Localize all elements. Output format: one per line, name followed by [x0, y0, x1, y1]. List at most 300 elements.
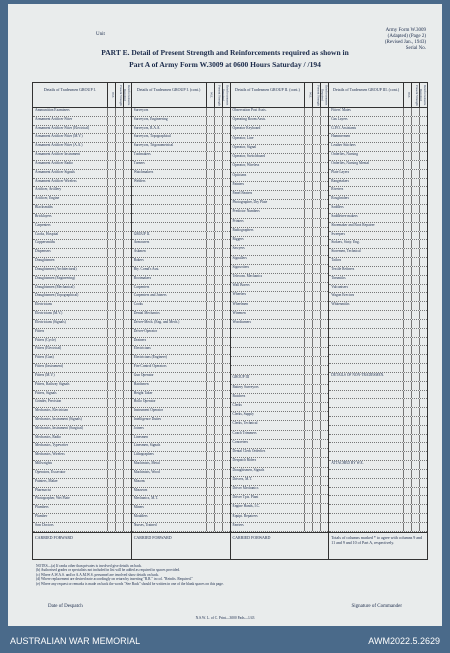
entry-cell[interactable] [403, 258, 411, 266]
entry-cell[interactable] [419, 470, 427, 478]
entry-cell[interactable] [304, 292, 312, 300]
entry-cell[interactable] [214, 170, 222, 178]
entry-cell[interactable] [419, 134, 427, 142]
entry-cell[interactable] [107, 470, 115, 478]
entry-cell[interactable] [320, 375, 328, 383]
entry-cell[interactable] [107, 205, 115, 213]
entry-cell[interactable] [403, 311, 411, 319]
entry-cell[interactable] [411, 382, 419, 390]
entry-cell[interactable] [206, 391, 214, 399]
entry-cell[interactable] [214, 496, 222, 504]
entry-cell[interactable] [115, 117, 123, 125]
entry-cell[interactable] [107, 523, 115, 531]
entry-cell[interactable] [107, 293, 115, 301]
entry-cell[interactable] [214, 108, 222, 116]
entry-cell[interactable] [222, 126, 230, 134]
entry-cell[interactable] [304, 486, 312, 494]
entry-cell[interactable] [304, 237, 312, 245]
entry-cell[interactable] [403, 496, 411, 504]
entry-cell[interactable] [304, 385, 312, 393]
entry-cell[interactable] [320, 311, 328, 319]
entry-cell[interactable] [411, 293, 419, 301]
entry-cell[interactable] [419, 187, 427, 195]
entry-cell[interactable] [312, 219, 320, 227]
entry-cell[interactable] [222, 373, 230, 381]
entry-cell[interactable] [320, 477, 328, 485]
entry-cell[interactable] [214, 223, 222, 231]
entry-cell[interactable] [123, 134, 131, 142]
entry-cell[interactable] [206, 320, 214, 328]
entry-cell[interactable] [320, 366, 328, 374]
entry-cell[interactable] [206, 364, 214, 372]
entry-cell[interactable] [123, 143, 131, 151]
entry-cell[interactable] [123, 329, 131, 337]
entry-cell[interactable] [320, 394, 328, 402]
entry-cell[interactable] [123, 293, 131, 301]
entry-cell[interactable] [419, 408, 427, 416]
entry-cell[interactable] [123, 152, 131, 160]
entry-cell[interactable] [312, 412, 320, 420]
entry-cell[interactable] [419, 479, 427, 487]
entry-cell[interactable] [304, 320, 312, 328]
entry-cell[interactable] [222, 488, 230, 496]
entry-cell[interactable] [411, 311, 419, 319]
entry-cell[interactable] [123, 196, 131, 204]
entry-cell[interactable] [312, 292, 320, 300]
entry-cell[interactable] [115, 205, 123, 213]
entry-cell[interactable] [206, 108, 214, 116]
entry-cell[interactable] [320, 283, 328, 291]
entry-cell[interactable] [320, 182, 328, 190]
entry-cell[interactable] [222, 426, 230, 434]
entry-cell[interactable] [107, 408, 115, 416]
entry-cell[interactable] [411, 514, 419, 522]
entry-cell[interactable] [214, 461, 222, 469]
entry-cell[interactable] [115, 320, 123, 328]
entry-cell[interactable] [123, 470, 131, 478]
entry-cell[interactable] [123, 373, 131, 381]
entry-cell[interactable] [403, 514, 411, 522]
entry-cell[interactable] [123, 435, 131, 443]
entry-cell[interactable] [411, 285, 419, 293]
entry-cell[interactable] [115, 276, 123, 284]
entry-cell[interactable] [411, 161, 419, 169]
entry-cell[interactable] [123, 170, 131, 178]
entry-cell[interactable] [222, 143, 230, 151]
entry-cell[interactable] [411, 320, 419, 328]
entry-cell[interactable] [206, 496, 214, 504]
entry-cell[interactable] [107, 479, 115, 487]
entry-cell[interactable] [304, 173, 312, 181]
entry-cell[interactable] [214, 338, 222, 346]
entry-cell[interactable] [206, 311, 214, 319]
entry-cell[interactable] [320, 329, 328, 337]
entry-cell[interactable] [411, 329, 419, 337]
entry-cell[interactable] [107, 514, 115, 522]
entry-cell[interactable] [320, 145, 328, 153]
entry-cell[interactable] [320, 136, 328, 144]
entry-cell[interactable] [403, 355, 411, 363]
entry-cell[interactable] [206, 443, 214, 451]
entry-cell[interactable] [107, 134, 115, 142]
entry-cell[interactable] [222, 179, 230, 187]
entry-cell[interactable] [123, 126, 131, 134]
entry-cell[interactable] [115, 391, 123, 399]
entry-cell[interactable] [419, 443, 427, 451]
entry-cell[interactable] [411, 187, 419, 195]
entry-cell[interactable] [115, 514, 123, 522]
entry-cell[interactable] [403, 373, 411, 381]
entry-cell[interactable] [115, 152, 123, 160]
entry-cell[interactable] [107, 117, 115, 125]
entry-cell[interactable] [214, 364, 222, 372]
entry-cell[interactable] [115, 258, 123, 266]
entry-cell[interactable] [222, 276, 230, 284]
entry-cell[interactable] [222, 196, 230, 204]
entry-cell[interactable] [115, 523, 123, 531]
entry-cell[interactable] [123, 240, 131, 248]
entry-cell[interactable] [214, 240, 222, 248]
entry-cell[interactable] [115, 223, 123, 231]
entry-cell[interactable] [320, 523, 328, 531]
entry-cell[interactable] [312, 357, 320, 365]
entry-cell[interactable] [214, 117, 222, 125]
entry-cell[interactable] [206, 196, 214, 204]
entry-cell[interactable] [123, 320, 131, 328]
entry-cell[interactable] [107, 496, 115, 504]
entry-cell[interactable] [403, 461, 411, 469]
entry-cell[interactable] [304, 136, 312, 144]
entry-cell[interactable] [222, 346, 230, 354]
entry-cell[interactable] [403, 320, 411, 328]
entry-cell[interactable] [419, 452, 427, 460]
entry-cell[interactable] [419, 523, 427, 531]
entry-cell[interactable] [107, 240, 115, 248]
entry-cell[interactable] [115, 355, 123, 363]
entry-cell[interactable] [206, 117, 214, 125]
entry-cell[interactable] [214, 373, 222, 381]
entry-cell[interactable] [403, 205, 411, 213]
entry-cell[interactable] [320, 320, 328, 328]
entry-cell[interactable] [206, 470, 214, 478]
entry-cell[interactable] [206, 285, 214, 293]
entry-cell[interactable] [403, 196, 411, 204]
entry-cell[interactable] [419, 514, 427, 522]
entry-cell[interactable] [206, 293, 214, 301]
entry-cell[interactable] [320, 200, 328, 208]
entry-cell[interactable] [206, 435, 214, 443]
entry-cell[interactable] [419, 329, 427, 337]
entry-cell[interactable] [419, 364, 427, 372]
entry-cell[interactable] [222, 364, 230, 372]
entry-cell[interactable] [320, 449, 328, 457]
entry-cell[interactable] [419, 293, 427, 301]
entry-cell[interactable] [214, 523, 222, 531]
entry-cell[interactable] [115, 452, 123, 460]
entry-cell[interactable] [123, 426, 131, 434]
entry-cell[interactable] [312, 145, 320, 153]
entry-cell[interactable] [304, 504, 312, 512]
entry-cell[interactable] [411, 496, 419, 504]
entry-cell[interactable] [411, 108, 419, 116]
entry-cell[interactable] [206, 179, 214, 187]
entry-cell[interactable] [206, 223, 214, 231]
entry-cell[interactable] [304, 311, 312, 319]
entry-cell[interactable] [115, 249, 123, 257]
entry-cell[interactable] [214, 205, 222, 213]
entry-cell[interactable] [419, 258, 427, 266]
entry-cell[interactable] [206, 267, 214, 275]
entry-cell[interactable] [214, 214, 222, 222]
entry-cell[interactable] [411, 443, 419, 451]
entry-cell[interactable] [206, 338, 214, 346]
entry-cell[interactable] [107, 258, 115, 266]
entry-cell[interactable] [222, 117, 230, 125]
entry-cell[interactable] [222, 134, 230, 142]
entry-cell[interactable] [403, 479, 411, 487]
entry-cell[interactable] [115, 143, 123, 151]
entry-cell[interactable] [222, 417, 230, 425]
entry-cell[interactable] [123, 523, 131, 531]
entry-cell[interactable] [419, 223, 427, 231]
entry-cell[interactable] [403, 108, 411, 116]
entry-cell[interactable] [403, 399, 411, 407]
entry-cell[interactable] [312, 154, 320, 162]
entry-cell[interactable] [115, 285, 123, 293]
entry-cell[interactable] [419, 346, 427, 354]
entry-cell[interactable] [312, 514, 320, 522]
entry-cell[interactable] [214, 452, 222, 460]
entry-cell[interactable] [320, 403, 328, 411]
entry-cell[interactable] [411, 399, 419, 407]
entry-cell[interactable] [123, 232, 131, 240]
entry-cell[interactable] [222, 240, 230, 248]
entry-cell[interactable] [123, 364, 131, 372]
entry-cell[interactable] [403, 240, 411, 248]
entry-cell[interactable] [123, 187, 131, 195]
entry-cell[interactable] [304, 283, 312, 291]
entry-cell[interactable] [312, 126, 320, 134]
entry-cell[interactable] [123, 214, 131, 222]
entry-cell[interactable] [320, 117, 328, 125]
entry-cell[interactable] [320, 274, 328, 282]
entry-cell[interactable] [214, 355, 222, 363]
entry-cell[interactable] [419, 214, 427, 222]
entry-cell[interactable] [419, 435, 427, 443]
entry-cell[interactable] [312, 320, 320, 328]
entry-cell[interactable] [123, 302, 131, 310]
entry-cell[interactable] [206, 346, 214, 354]
entry-cell[interactable] [222, 461, 230, 469]
entry-cell[interactable] [411, 417, 419, 425]
entry-cell[interactable] [320, 265, 328, 273]
entry-cell[interactable] [123, 514, 131, 522]
entry-cell[interactable] [206, 373, 214, 381]
entry-cell[interactable] [214, 505, 222, 513]
entry-cell[interactable] [312, 523, 320, 531]
entry-cell[interactable] [123, 285, 131, 293]
entry-cell[interactable] [411, 117, 419, 125]
entry-cell[interactable] [312, 486, 320, 494]
entry-cell[interactable] [206, 152, 214, 160]
entry-cell[interactable] [403, 170, 411, 178]
entry-cell[interactable] [312, 394, 320, 402]
entry-cell[interactable] [115, 134, 123, 142]
entry-cell[interactable] [222, 161, 230, 169]
entry-cell[interactable] [222, 187, 230, 195]
entry-cell[interactable] [320, 246, 328, 254]
entry-cell[interactable] [222, 443, 230, 451]
entry-cell[interactable] [115, 293, 123, 301]
entry-cell[interactable] [419, 373, 427, 381]
entry-cell[interactable] [403, 276, 411, 284]
entry-cell[interactable] [214, 152, 222, 160]
entry-cell[interactable] [107, 214, 115, 222]
entry-cell[interactable] [115, 435, 123, 443]
entry-cell[interactable] [411, 214, 419, 222]
entry-cell[interactable] [403, 346, 411, 354]
entry-cell[interactable] [304, 256, 312, 264]
entry-cell[interactable] [206, 126, 214, 134]
entry-cell[interactable] [312, 477, 320, 485]
entry-cell[interactable] [403, 161, 411, 169]
entry-cell[interactable] [123, 249, 131, 257]
entry-cell[interactable] [115, 170, 123, 178]
entry-cell[interactable] [107, 364, 115, 372]
entry-cell[interactable] [312, 440, 320, 448]
entry-cell[interactable] [107, 170, 115, 178]
entry-cell[interactable] [403, 452, 411, 460]
entry-cell[interactable] [320, 163, 328, 171]
entry-cell[interactable] [123, 117, 131, 125]
entry-cell[interactable] [419, 161, 427, 169]
entry-cell[interactable] [403, 470, 411, 478]
entry-cell[interactable] [222, 408, 230, 416]
entry-cell[interactable] [419, 426, 427, 434]
entry-cell[interactable] [304, 357, 312, 365]
entry-cell[interactable] [107, 223, 115, 231]
entry-cell[interactable] [411, 479, 419, 487]
entry-cell[interactable] [403, 364, 411, 372]
entry-cell[interactable] [320, 154, 328, 162]
entry-cell[interactable] [304, 477, 312, 485]
entry-cell[interactable] [222, 293, 230, 301]
entry-cell[interactable] [411, 523, 419, 531]
entry-cell[interactable] [222, 391, 230, 399]
entry-cell[interactable] [107, 505, 115, 513]
entry-cell[interactable] [411, 267, 419, 275]
entry-cell[interactable] [206, 505, 214, 513]
entry-cell[interactable] [403, 505, 411, 513]
entry-cell[interactable] [312, 209, 320, 217]
entry-cell[interactable] [312, 173, 320, 181]
entry-cell[interactable] [411, 338, 419, 346]
entry-cell[interactable] [214, 514, 222, 522]
entry-cell[interactable] [419, 249, 427, 257]
entry-cell[interactable] [107, 161, 115, 169]
entry-cell[interactable] [214, 382, 222, 390]
entry-cell[interactable] [312, 302, 320, 310]
entry-cell[interactable] [411, 126, 419, 134]
entry-cell[interactable] [115, 399, 123, 407]
entry-cell[interactable] [312, 431, 320, 439]
entry-cell[interactable] [411, 302, 419, 310]
entry-cell[interactable] [320, 173, 328, 181]
entry-cell[interactable] [312, 265, 320, 273]
entry-cell[interactable] [214, 488, 222, 496]
entry-cell[interactable] [403, 408, 411, 416]
entry-cell[interactable] [214, 320, 222, 328]
entry-cell[interactable] [411, 470, 419, 478]
entry-cell[interactable] [214, 134, 222, 142]
entry-cell[interactable] [214, 435, 222, 443]
entry-cell[interactable] [304, 274, 312, 282]
entry-cell[interactable] [222, 470, 230, 478]
entry-cell[interactable] [411, 205, 419, 213]
entry-cell[interactable] [214, 276, 222, 284]
entry-cell[interactable] [304, 246, 312, 254]
entry-cell[interactable] [304, 265, 312, 273]
entry-cell[interactable] [304, 412, 312, 420]
entry-cell[interactable] [107, 285, 115, 293]
entry-cell[interactable] [403, 293, 411, 301]
entry-cell[interactable] [206, 232, 214, 240]
entry-cell[interactable] [419, 382, 427, 390]
entry-cell[interactable] [206, 161, 214, 169]
entry-cell[interactable] [222, 320, 230, 328]
entry-cell[interactable] [123, 452, 131, 460]
entry-cell[interactable] [403, 488, 411, 496]
entry-cell[interactable] [411, 223, 419, 231]
entry-cell[interactable] [214, 187, 222, 195]
entry-cell[interactable] [107, 355, 115, 363]
entry-cell[interactable] [214, 426, 222, 434]
entry-cell[interactable] [419, 205, 427, 213]
entry-cell[interactable] [312, 348, 320, 356]
entry-cell[interactable] [214, 267, 222, 275]
entry-cell[interactable] [107, 187, 115, 195]
entry-cell[interactable] [304, 182, 312, 190]
entry-cell[interactable] [320, 468, 328, 476]
entry-cell[interactable] [304, 431, 312, 439]
entry-cell[interactable] [214, 143, 222, 151]
entry-cell[interactable] [419, 355, 427, 363]
entry-cell[interactable] [312, 449, 320, 457]
entry-cell[interactable] [320, 495, 328, 503]
entry-cell[interactable] [206, 417, 214, 425]
entry-cell[interactable] [123, 382, 131, 390]
entry-cell[interactable] [123, 399, 131, 407]
entry-cell[interactable] [304, 117, 312, 125]
entry-cell[interactable] [107, 232, 115, 240]
entry-cell[interactable] [115, 346, 123, 354]
entry-cell[interactable] [214, 399, 222, 407]
entry-cell[interactable] [312, 329, 320, 337]
entry-cell[interactable] [115, 382, 123, 390]
entry-cell[interactable] [312, 237, 320, 245]
entry-cell[interactable] [115, 505, 123, 513]
entry-cell[interactable] [222, 267, 230, 275]
entry-cell[interactable] [107, 452, 115, 460]
entry-cell[interactable] [115, 338, 123, 346]
entry-cell[interactable] [304, 495, 312, 503]
entry-cell[interactable] [403, 179, 411, 187]
entry-cell[interactable] [206, 214, 214, 222]
entry-cell[interactable] [304, 338, 312, 346]
entry-cell[interactable] [206, 382, 214, 390]
entry-cell[interactable] [304, 375, 312, 383]
entry-cell[interactable] [312, 246, 320, 254]
